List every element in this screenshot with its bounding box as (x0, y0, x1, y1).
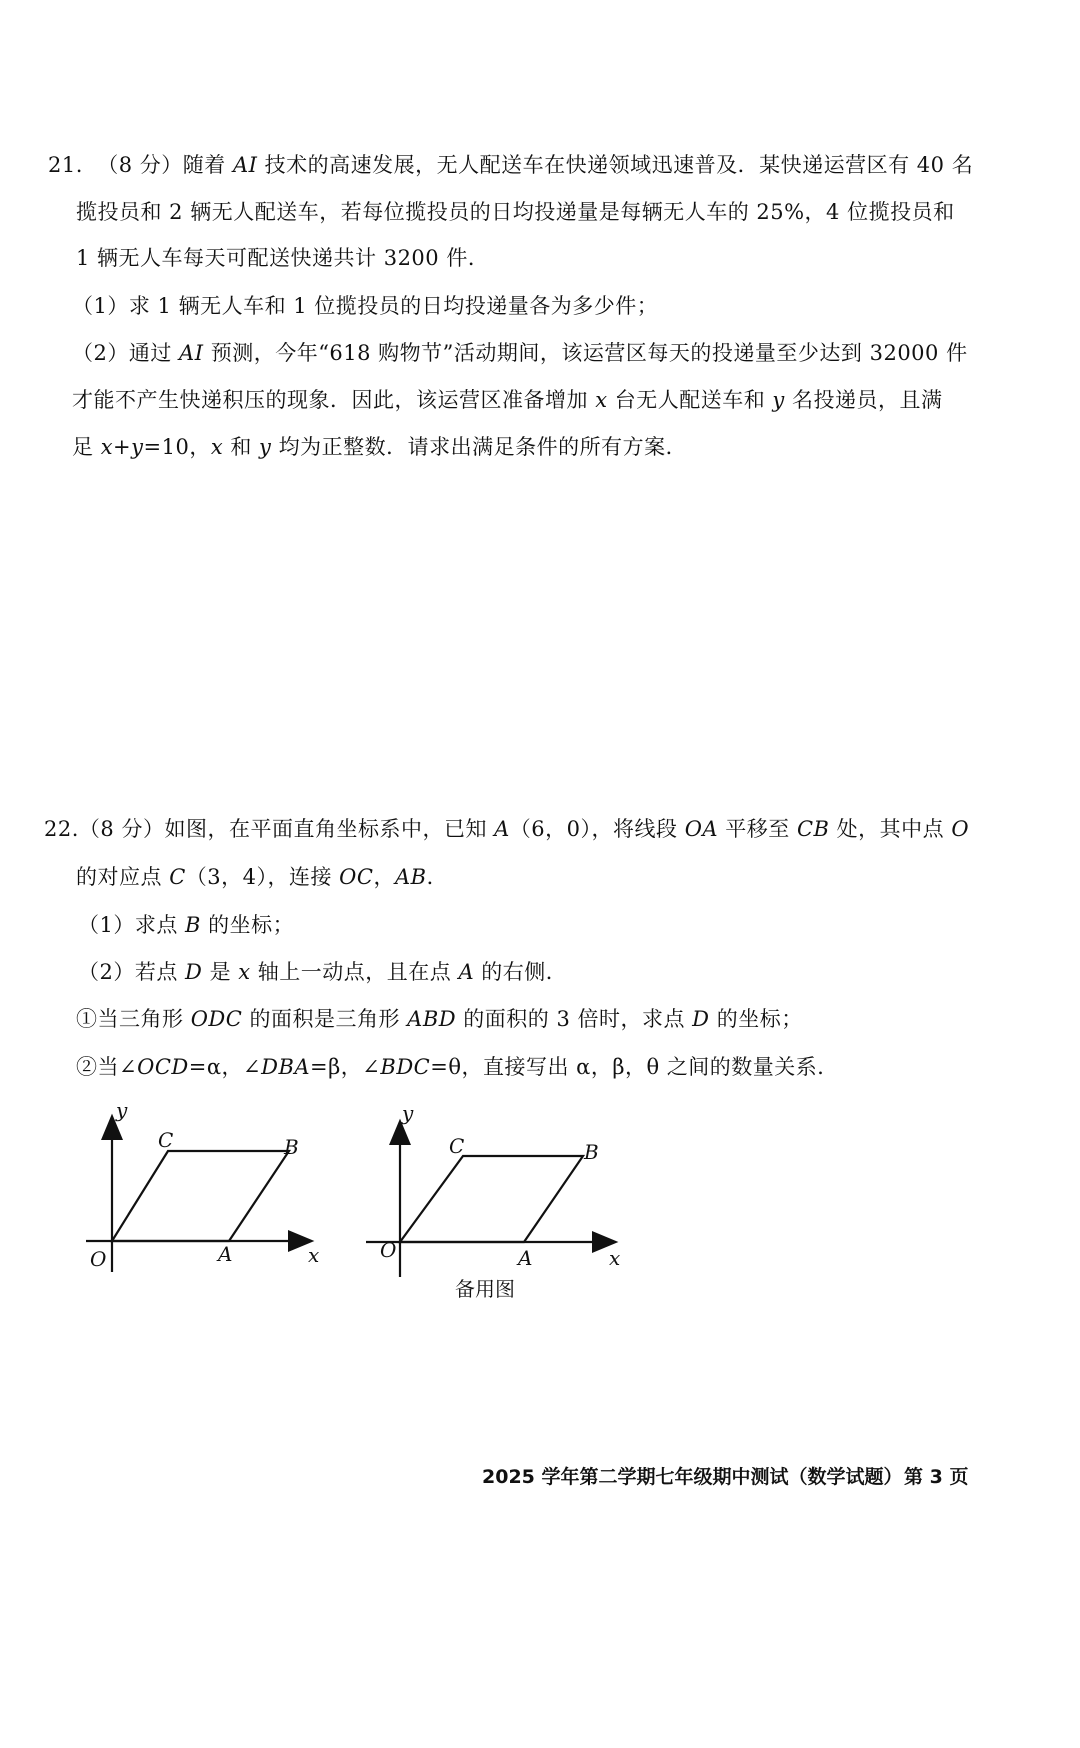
q21-part-2-line-3: 足 x+y=10，x 和 y 均为正整数．请求出满足条件的所有方案． (72, 435, 688, 459)
label-y: y (116, 1098, 128, 1122)
q21-line-3: 1 辆无人车每天可配送快递共计 3200 件． (76, 246, 490, 270)
footer-exam-title: 2025 学年第二学期七年级期中测试（数学试题） (482, 1466, 903, 1488)
q21-part-2-line-1: （2）通过 AI 预测，今年“618 购物节”活动期间，该运营区每天的投递量至少达到 32000 件 (72, 341, 968, 365)
q22-number: 22. (44, 817, 79, 841)
q22-line-2: 的对应点 C（3，4），连接 OC，AB． (76, 865, 449, 889)
q22-part-2-sub-2: ②当∠OCD=α，∠DBA=β，∠BDC=θ，直接写出 α，β，θ 之间的数量关系． (76, 1055, 839, 1079)
label-y: y (402, 1101, 414, 1125)
q21-part-2-line-2: 才能不产生快递积压的现象．因此，该运营区准备增加 x 台无人配送车和 y 名投递员，且满 (72, 388, 943, 412)
q22-part-1: （1）求点 B 的坐标； (78, 913, 295, 937)
label-b: B (284, 1135, 299, 1159)
label-x: x (308, 1243, 320, 1267)
parallelogram-ocba (400, 1156, 583, 1242)
label-a: A (518, 1246, 533, 1270)
q22-part-2-sub-1: ①当三角形 ODC 的面积是三角形 ABD 的面积的 3 倍时，求点 D 的坐标； (76, 1007, 803, 1031)
q22-line-1: 22.（8 分）如图，在平面直角坐标系中，已知 A（6，0），将线段 OA 平移至 CB 处，其中点 O (44, 814, 969, 844)
figure-2-spare-diagram (358, 1095, 638, 1295)
label-o: O (90, 1247, 107, 1271)
q21-line-1: 21. （8 分）随着 AI 技术的高速发展，无人配送车在快递领域迅速普及．某快递运营区有 40 名 (48, 150, 973, 180)
figure-2-caption: 备用图 (455, 1277, 515, 1301)
label-c: C (449, 1134, 465, 1158)
q22-part-2: （2）若点 D 是 x 轴上一动点，且在点 A 的右侧． (78, 960, 568, 984)
label-b: B (584, 1140, 599, 1164)
label-c: C (158, 1128, 174, 1152)
label-a: A (218, 1242, 233, 1266)
footer-page-number: 第 3 页 (904, 1466, 969, 1488)
q21-line-2: 揽投员和 2 辆无人配送车，若每位揽投员的日均投递量是每辆无人车的 25%，4 位揽投员和 (76, 200, 955, 224)
q21-part-1: （1）求 1 辆无人车和 1 位揽投员的日均投递量各为多少件； (72, 294, 659, 318)
q21-number: 21. (48, 153, 83, 177)
label-x: x (609, 1246, 621, 1270)
figure-1-coordinate-diagram (70, 1090, 340, 1290)
parallelogram-ocba (112, 1151, 289, 1241)
label-o: O (380, 1238, 397, 1262)
